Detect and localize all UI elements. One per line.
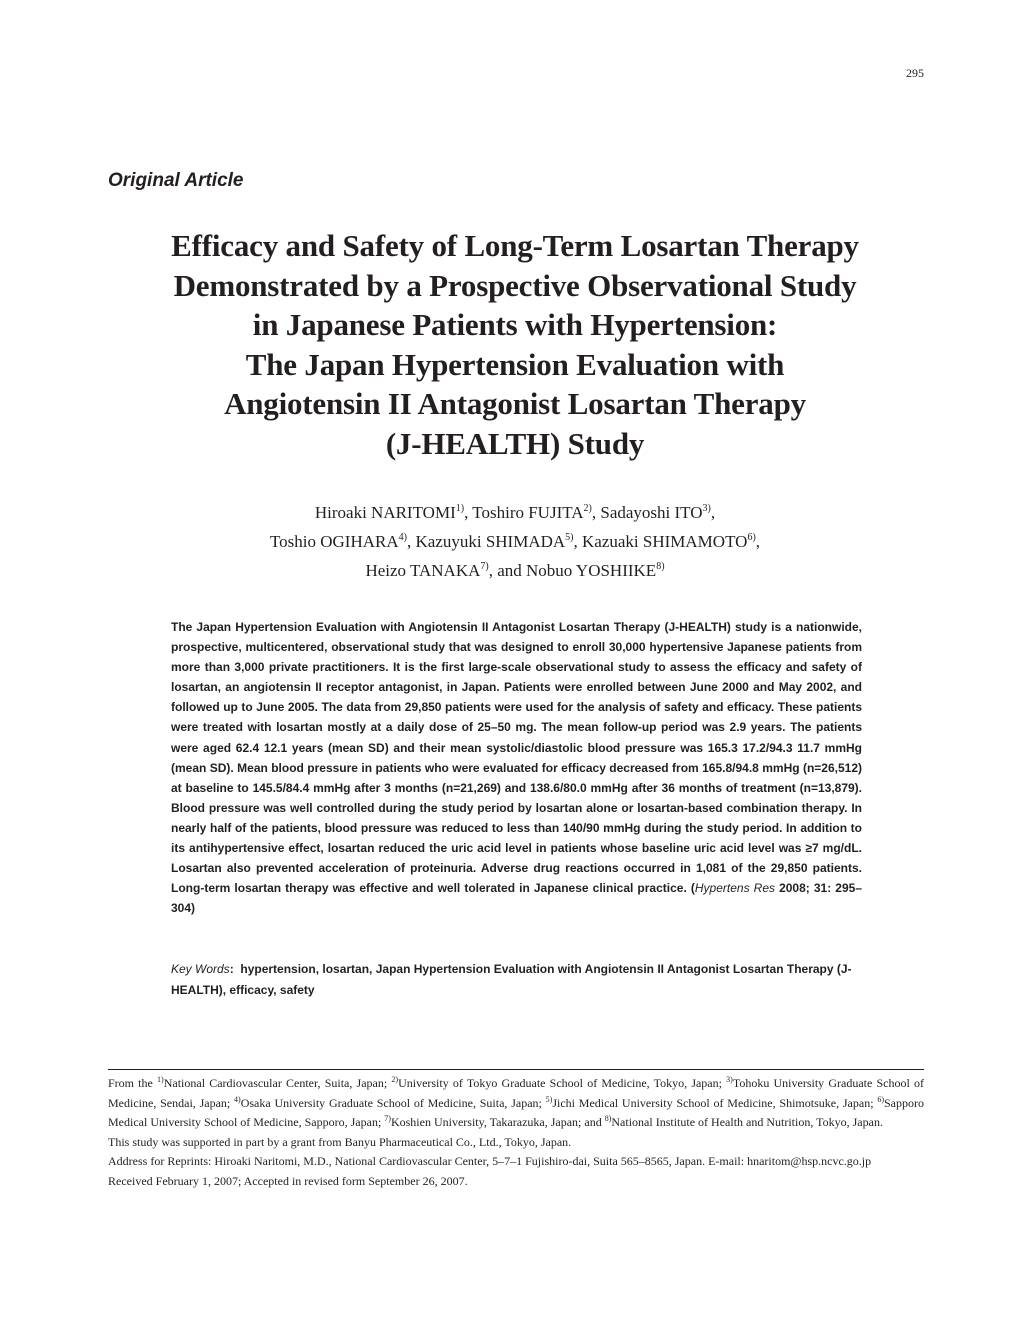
abstract-citation-details: 2008; 31: 295–304)	[171, 881, 862, 916]
author-affiliation-mark: 8)	[656, 561, 665, 572]
affiliation-mark: 8)	[604, 1114, 612, 1124]
article-title	[100, 226, 930, 463]
author-affiliation-mark: 2)	[583, 503, 592, 514]
author-list	[100, 498, 930, 585]
received-footnote: Received February 1, 2007; Accepted in revised form September 26, 2007.	[108, 1173, 468, 1188]
title-line: Angiotensin II Antagonist Losartan Therapy	[224, 386, 806, 421]
author-name: Nobuo YOSHIIKE	[526, 561, 657, 580]
affiliation-mark: 3)	[726, 1075, 733, 1084]
abstract	[171, 617, 862, 918]
affiliation-mark: 4)	[234, 1094, 241, 1104]
title-line: (J-HEALTH) Study	[385, 425, 645, 461]
author-affiliation-mark: 6)	[747, 532, 756, 543]
affiliation-text: Tohoku University Graduate School of Medicine, Sendai, Japan;	[108, 1076, 924, 1110]
affiliation-text: Sapporo Medical University School of Medicine, Sapporo, Japan;	[108, 1095, 924, 1130]
title-line: in Japanese Patients with Hypertension:	[252, 307, 778, 342]
affiliation-prefix: From the	[108, 1076, 158, 1090]
affiliations-footnote	[108, 1074, 924, 1133]
affiliation-mark: 6)	[877, 1094, 884, 1104]
keywords-label: Key Words	[171, 962, 230, 976]
author-name: Hiroaki NARITOMI	[314, 503, 456, 522]
article-type-label: Original Article	[108, 170, 244, 191]
abstract-citation-journal: Hypertens Res	[694, 881, 775, 896]
affiliation-mark: 1)	[157, 1075, 164, 1084]
author-name: Toshiro FUJITA	[472, 503, 584, 522]
author-affiliation-mark: 1)	[455, 503, 465, 514]
author-separator: ,	[464, 503, 473, 522]
author-separator: ,	[406, 532, 416, 551]
author-line	[100, 527, 930, 556]
affiliation-mark: 5)	[545, 1094, 553, 1104]
author-separator: ,	[591, 503, 601, 522]
author-name: Heizo TANAKA	[365, 561, 481, 580]
author-affiliation-mark: 4)	[398, 532, 407, 543]
title-line: Efficacy and Safety of Long-Term Losartan Therapy	[171, 228, 859, 263]
affiliation-mark: 7)	[384, 1114, 391, 1124]
author-affiliation-mark: 3)	[702, 503, 711, 514]
author-separator: ,	[710, 503, 716, 522]
author-separator: , and	[488, 561, 527, 580]
abstract-body: The Japan Hypertension Evaluation with Angiotensin II Antagonist Losartan Therapy (J-HEALTH) study is a nationwide, prospective, multicentered, observational study that was designed to enroll 30,000 hypertensive Japanese patients from more than 3,000 private practitioners. It is the first large-scale observational study to assess the efficacy and safety of losartan, an angiotensin II receptor antagonist, in Japan. Patients were enrolled between June 2000 and May 2002, and followed up to June 2005. The data from 29,850 patients were used for the analysis of safety and efficacy. These patients were treated with losartan mostly at a daily dose of 25–50 mg. The mean follow-up period was 2.9 years. The patients were aged 62.4 12.1 years (mean SD) and their mean systolic/diastolic blood pressure was 165.3 17.2/94.3 11.7 mmHg (mean SD). Mean blood pressure in patients who were evaluated for efficacy decreased from 165.8/94.8 mmHg (n=26,512) at baseline to 145.5/84.4 mmHg after 3 months (n=21,269) and 138.6/80.0 mmHg after 36 months of treatment (n=13,879). Blood pressure was well controlled during the study period by losartan alone or losartan-based combination therapy. In nearly half of the patients, blood pressure was reduced to less than 140/90 mmHg during the study period. In addition to its antihypertensive effect, losartan reduced the uric acid level in patients whose baseline uric acid level was ≥7 mg/dL. Losartan also prevented acceleration of proteinuria. Adverse drug reactions occurred in 1,081 of the 29,850 patients. Long-term losartan therapy was effective and well tolerated in Japanese clinical practice. (	[171, 620, 862, 896]
author-name: Kazuaki SHIMAMOTO	[582, 532, 748, 551]
title-line: The Japan Hypertension Evaluation with	[245, 346, 785, 382]
keywords-colon: :	[229, 962, 234, 976]
keywords	[171, 959, 871, 1000]
page-number: 295	[906, 66, 924, 80]
affiliation-text: National Institute of Health and Nutrition, Tokyo, Japan.	[611, 1115, 883, 1130]
affiliation-text: National Cardiovascular Center, Suita, Japan;	[163, 1076, 392, 1090]
title-line: Demonstrated by a Prospective Observational Study	[173, 267, 857, 303]
funding-footnote: This study was supported in part by a grant from Banyu Pharmaceutical Co., Ltd., Tokyo, Japan.	[108, 1134, 572, 1149]
affiliation-text: Jichi Medical University School of Medicine, Shimotsuke, Japan;	[552, 1095, 878, 1110]
affiliation-text: Koshien University, Takarazuka, Japan; and	[390, 1115, 605, 1130]
author-line	[100, 556, 930, 585]
author-affiliation-mark: 5)	[565, 532, 574, 543]
author-name: Toshio OGIHARA	[269, 532, 399, 551]
footnote-divider	[108, 1069, 924, 1070]
author-separator: ,	[755, 532, 761, 551]
footnotes	[108, 1074, 924, 1192]
affiliation-text: Osaka University Graduate School of Medicine, Suita, Japan;	[240, 1095, 546, 1110]
keywords-text: hypertension, losartan, Japan Hypertension Evaluation with Angiotensin II Antagonist Losartan Therapy (J-HEALTH), efficacy, safety	[171, 962, 852, 997]
affiliation-mark: 2)	[391, 1075, 399, 1084]
affiliation-text: University of Tokyo Graduate School of Medicine, Tokyo, Japan;	[398, 1076, 727, 1090]
author-name: Kazuyuki SHIMADA	[415, 532, 566, 551]
author-separator: ,	[573, 532, 583, 551]
author-affiliation-mark: 7)	[480, 561, 489, 572]
reprints-footnote: Address for Reprints: Hiroaki Naritomi, M.D., National Cardiovascular Center, 5–7–1 Fujishiro-dai, Suita 565–8565, Japan. E-mail: hnaritom@hsp.ncvc.go.jp	[108, 1154, 872, 1169]
author-name: Sadayoshi ITO	[600, 503, 703, 522]
author-line	[100, 498, 930, 527]
